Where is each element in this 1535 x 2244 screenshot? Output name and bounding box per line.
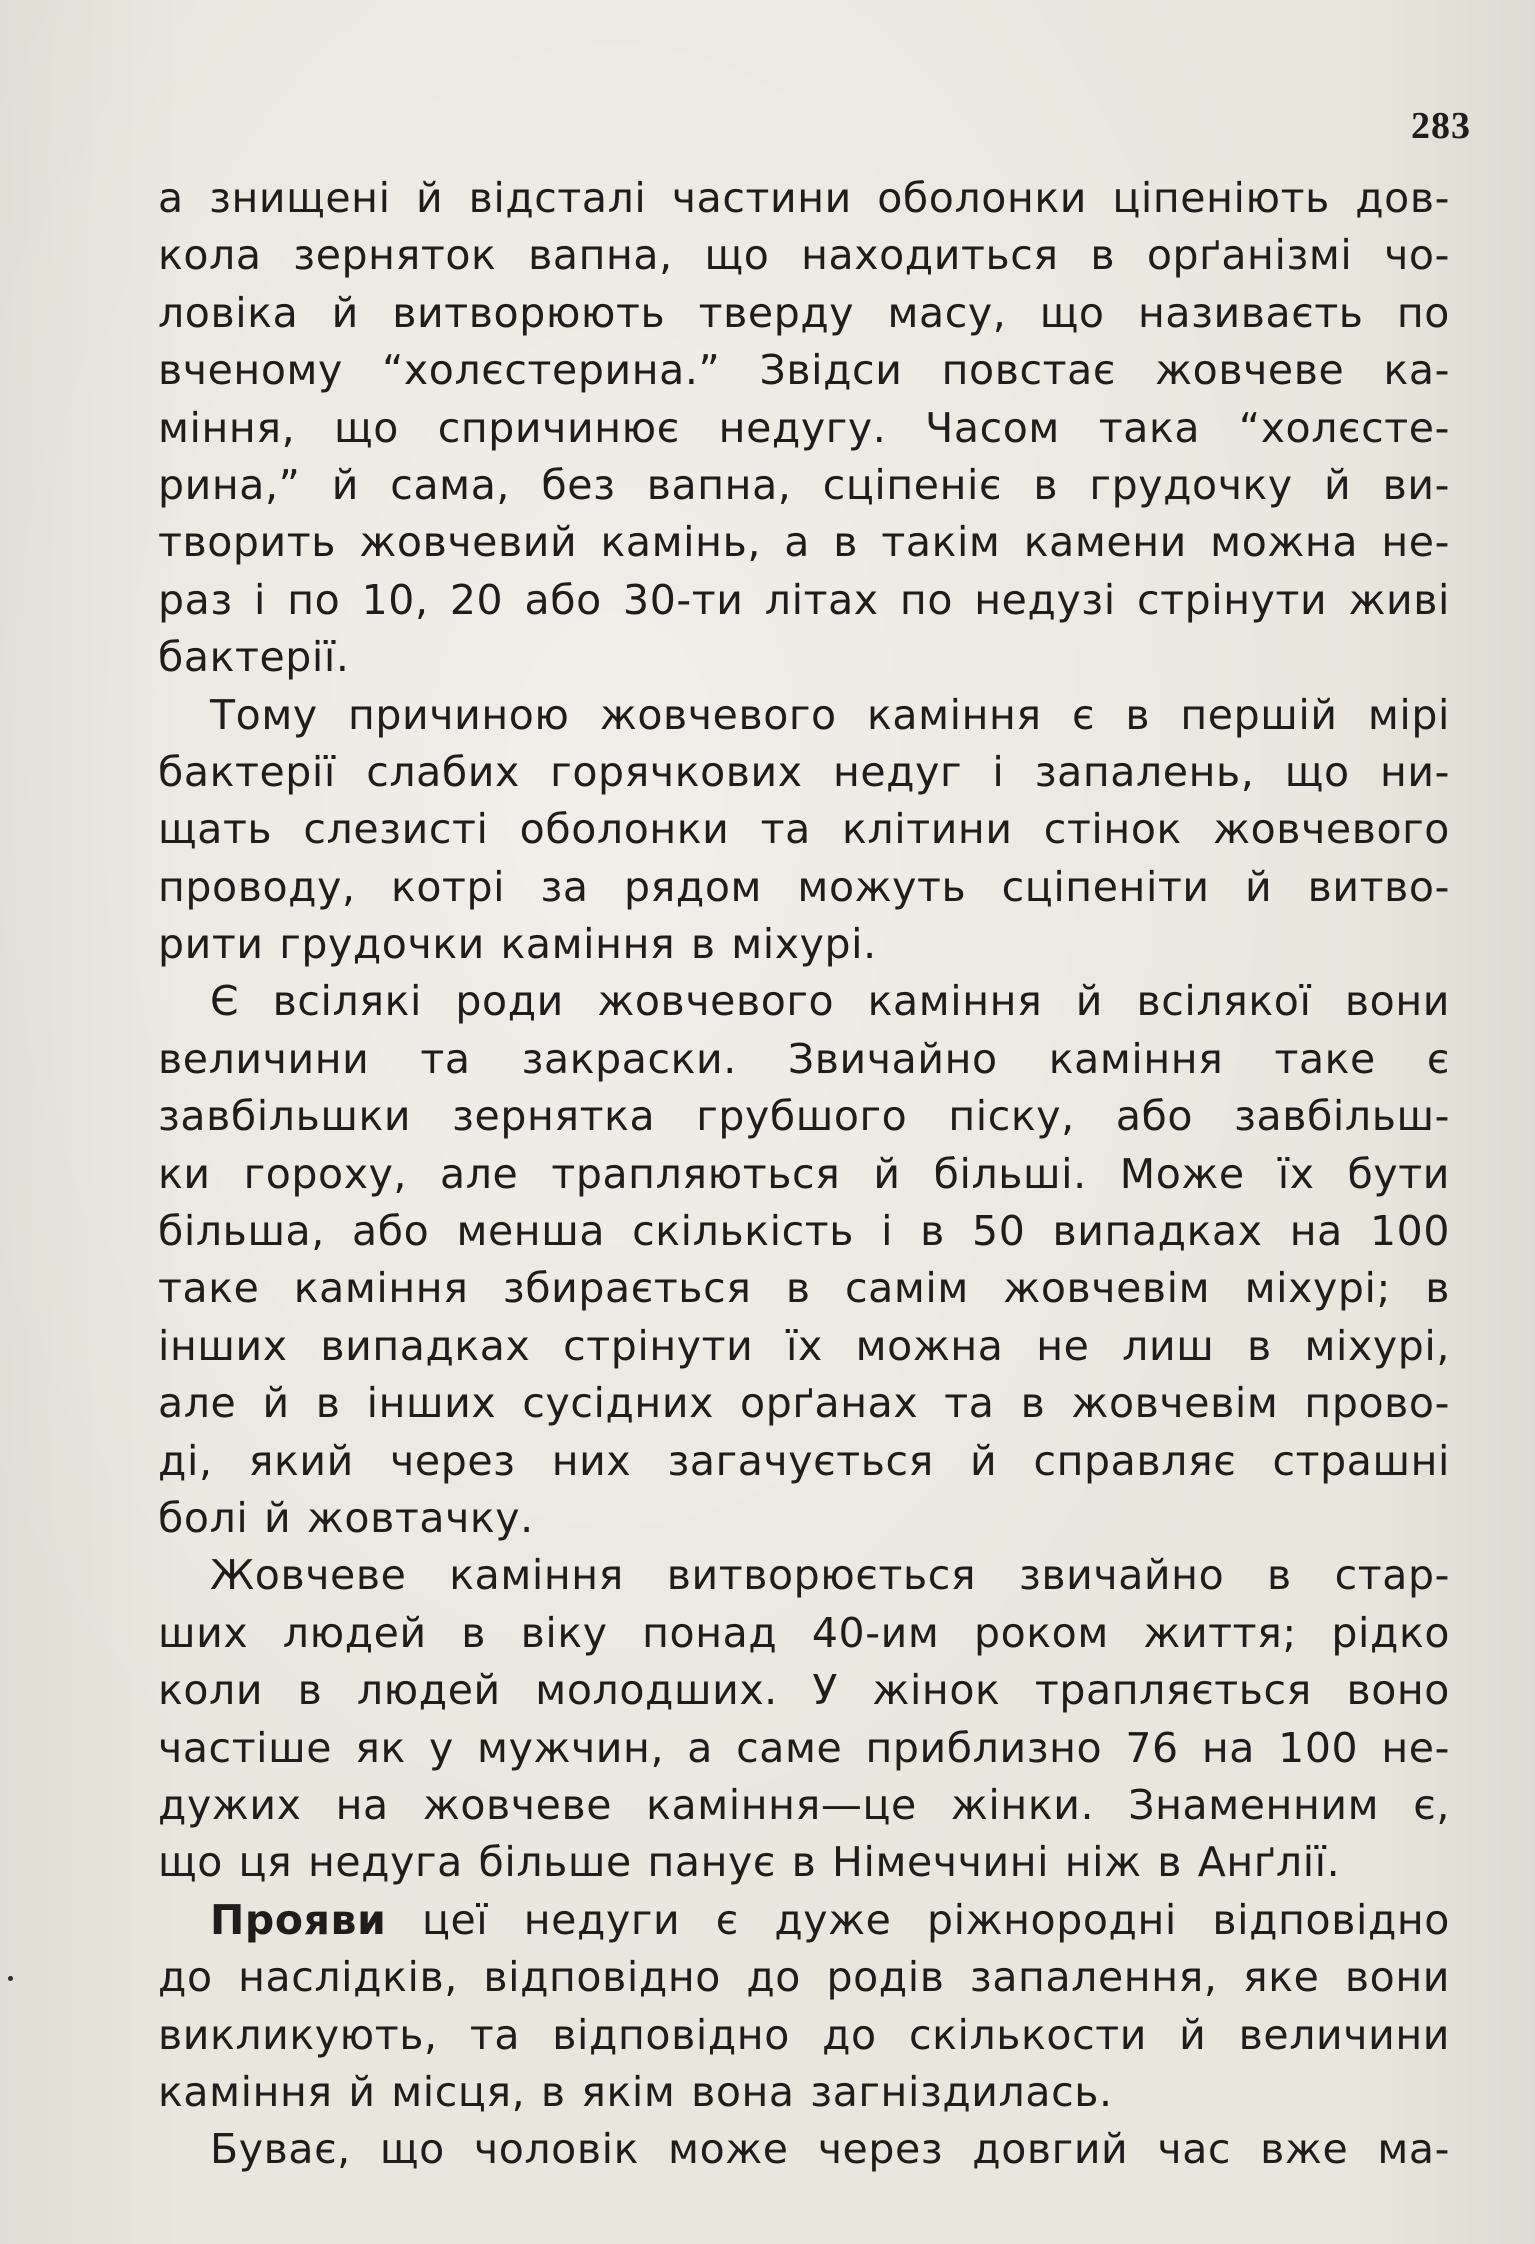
text-line: [158, 1031, 1450, 1088]
line-text: бактерії слабих горячкових недуг і запалень, що ни-: [158, 747, 1450, 796]
line-text: що ця недуга більше панує в Німеччині ніж в Анґлії.: [158, 1838, 1341, 1887]
line-text: інших випадках стрінути їх можна не лиш в міхурі,: [158, 1321, 1450, 1370]
line-text: Є всілякі роди жовчевого каміння й всілякої вони: [210, 977, 1450, 1026]
line-text: проводу, котрі за рядом можуть сціпеніти й витво-: [158, 862, 1450, 911]
line-text: викликують, та відповідно до скількости й величини: [158, 2010, 1450, 2059]
line-text: бактерії.: [158, 633, 350, 682]
line-text: ших людей в віку понад 40-им роком життя; рідко: [158, 1608, 1450, 1657]
text-line: [158, 2064, 1450, 2121]
line-text: дужих на жовчеве каміння—це жінки. Знаменним є,: [158, 1780, 1450, 1829]
line-text: щать слезисті оболонки та клітини стінок жовчевого: [158, 805, 1450, 854]
line-text: міння, що спричинює недугу. Часом така “холєсте-: [158, 403, 1450, 452]
text-line: [158, 285, 1450, 342]
text-line: [158, 1203, 1450, 1260]
text-line: [158, 514, 1450, 571]
text-line: [158, 1433, 1450, 1490]
line-text: вченому “холєстерина.” Звідси повстає жовчеве ка-: [158, 346, 1450, 395]
text-line: [158, 744, 1450, 801]
text-line: [158, 973, 1450, 1030]
text-line: [158, 687, 1450, 744]
line-text: болі й жовтачку.: [158, 1493, 534, 1542]
text-line: [158, 1720, 1450, 1777]
print-speck: [8, 1976, 13, 1981]
text-line: [158, 1777, 1450, 1834]
text-line: [158, 457, 1450, 514]
text-line: [158, 1892, 1450, 1949]
text-line: [158, 1088, 1450, 1145]
line-text: кола зерняток вапна, що находиться в орґанізмі чо-: [158, 231, 1450, 280]
line-text: але й в інших сусідних орґанах та в жовчевім прово-: [158, 1379, 1450, 1428]
text-line: [158, 1949, 1450, 2006]
text-line: [158, 1146, 1450, 1203]
line-text: а знищені й відсталі частини оболонки ціпеніють дов-: [158, 174, 1450, 222]
text-line: [158, 629, 1450, 686]
text-line: [158, 1490, 1450, 1547]
line-text: завбільшки зернятка грубшого піску, або завбільш-: [158, 1092, 1450, 1141]
line-text: рина,” й сама, без вапна, сціпеніє в грудочку й ви-: [158, 460, 1450, 509]
line-text: рити грудочки каміння в міхурі.: [158, 920, 877, 969]
line-text: до наслідків, відповідно до родів запалення, яке вони: [158, 1953, 1450, 2002]
body-text: [158, 170, 1450, 2179]
text-line: [158, 1318, 1450, 1375]
text-line: [158, 1375, 1450, 1432]
line-text: більша, або менша скількість і в 50 випадках на 100: [158, 1207, 1450, 1256]
line-text: цеї недуги є дуже ріжнородні відповідно: [386, 1895, 1450, 1944]
text-line: [158, 227, 1450, 284]
text-line: [158, 342, 1450, 399]
text-line: [158, 1547, 1450, 1604]
text-line: [158, 170, 1450, 227]
text-line: [158, 1260, 1450, 1317]
text-line: [158, 2007, 1450, 2064]
line-text: ки гороху, але трапляються й більші. Може їх бути: [158, 1149, 1450, 1198]
line-text: Буває, що чоловік може через довгий час вже ма-: [210, 2125, 1450, 2174]
bold-lead-word: Прояви: [210, 1895, 387, 1944]
line-text: величини та закраски. Звичайно каміння таке є: [158, 1034, 1450, 1083]
line-text: частіше як у мужчин, а саме приблизно 76 на 100 не-: [158, 1723, 1450, 1772]
text-line: [158, 859, 1450, 916]
line-text: ді, який через них загачується й справляє страшні: [158, 1436, 1450, 1485]
line-text: Тому причиною жовчевого каміння є в першій мірі: [210, 690, 1450, 739]
line-text: Жовчеве каміння витворюється звичайно в стар-: [210, 1551, 1450, 1600]
line-text: творить жовчевий камінь, а в такім камени можна не-: [158, 518, 1450, 567]
line-text: таке каміння збирається в самім жовчевім міхурі; в: [158, 1264, 1450, 1313]
text-line: [158, 2121, 1450, 2178]
text-line: [158, 400, 1450, 457]
text-line: [158, 1662, 1450, 1719]
line-text: каміння й місця, в якім вона загніздилась.: [158, 2067, 1113, 2116]
page-number: 283: [1411, 105, 1471, 147]
text-line: [158, 572, 1450, 629]
line-text: коли в людей молодших. У жінок трапляється воно: [158, 1666, 1450, 1715]
text-line: [158, 916, 1450, 973]
line-text: ловіка й витворюють тверду масу, що називаєть по: [158, 288, 1450, 337]
text-line: [158, 801, 1450, 858]
text-line: [158, 1834, 1450, 1891]
text-line: [158, 1605, 1450, 1662]
line-text: раз і по 10, 20 або 30-ти літах по недузі стрінути живі: [158, 575, 1450, 624]
